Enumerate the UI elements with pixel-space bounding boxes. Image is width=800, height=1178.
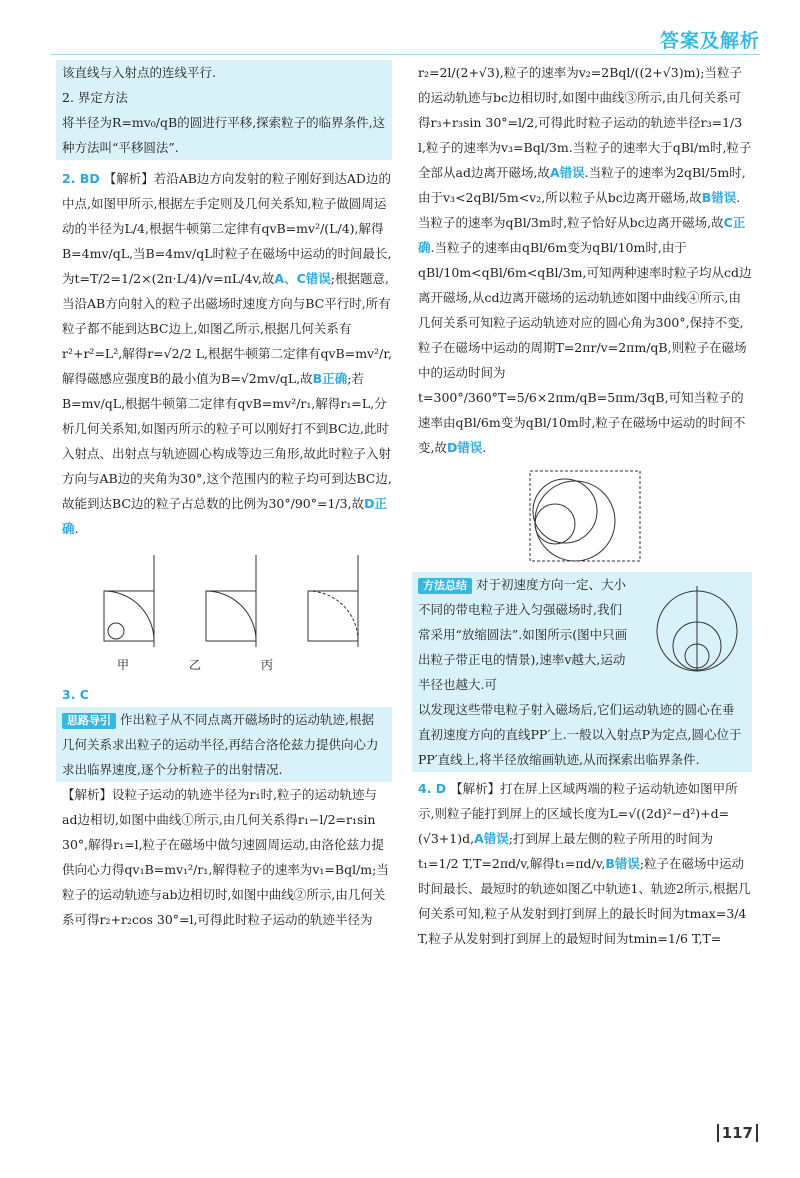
- trajectory-figure: [520, 466, 650, 566]
- figure-caption: 乙: [189, 658, 202, 672]
- analysis-text: r₂=2l/(2+√3),粒子的速率为v₂=2Bql/((2+√3)m);当粒子的运动轨迹与bc边相切时,如图中曲线③所示,由几何关系可得r₃+r₃sin 30°=l/2,可得此时粒子运动的轨迹半径r₃=1/3 l,粒子的速率为v₃=Bql/3m.当粒子的速率大于qBl/m时,粒子全部从ad边离开磁场,故: [418, 65, 752, 180]
- answer-4: [418, 776, 752, 951]
- answer-number: 3. C: [62, 687, 89, 702]
- paragraph: 将半径为R=mv₀/qB的圆进行平移,探索粒子的临界条件,这种方法叫“平移圆法”.: [62, 115, 386, 155]
- left-column: [62, 60, 392, 932]
- analysis-text: ;若B=mv/qL,根据牛顿第二定律有qvB=mv²/r₁,解得r₁=L,分析几何关系知,如图丙所示的粒子可以刚好打不到BC边,此时入射点、出射点与轨迹圆心构成等边三角形,故此时粒子入射方向与AB边的夹角为30°,这个范围内的粒子均可到达BC边,故能到达BC边的粒子占总数的比例为30°/90°=1/3,故: [62, 371, 392, 511]
- answer-3-number: [62, 682, 392, 707]
- zoom-circle-figure: [642, 576, 752, 676]
- figure-set: [94, 551, 392, 651]
- answer-number: 4. D: [418, 781, 447, 796]
- method-summary-box: [412, 572, 752, 772]
- analysis-text: 【解析】若沿AB边方向发射的粒子刚好到达AD边的中点,如图甲所示,根据左手定则及几何关系知,粒子做圆周运动的半径为L/4,根据牛顿第二定律有qvB=mv²/(L/4),解得B=4mv/qL,当B=4mv/qL时粒子在磁场中运动的时间最长,为t=T/2=1/2×(2π·L/4)/v=πL/4v,故: [62, 171, 392, 286]
- analysis-text: 【解析】设粒子运动的轨迹半径为r₁时,粒子的运动轨迹与ad边相切,如图中曲线①所示,由几何关系得r₁−l/2=r₁sin 30°,解得r₁=l,粒子在磁场中做匀速圆周运动,由洛伦兹力提供向心力得qv₁B=mv₁²/r₁,解得粒子的速率为v₁=Bql/m;当粒子的运动轨迹与ab边相切时,如图中曲线②所示,由几何关系可得r₂+r₂cos 30°=l,可得此时粒子运动的轨迹半径为: [62, 787, 389, 927]
- verdict: B错误: [701, 190, 737, 205]
- analysis-text: ;粒子在磁场中运动时间最长、最短时的轨迹如图乙中轨迹1、轨迹2所示,根据几何关系可知,粒子从发射到打到屏上的最长时间为tmax=3/4 T,粒子从发射到打到屏上的最短时间为tmin=1/6 T,T=: [418, 856, 751, 946]
- analysis-text: ;根据题意,当沿AB方向射入的粒子出磁场时速度方向与BC平行时,所有粒子都不能到达BC边上,如图乙所示,根据几何关系有r²+r²=L²,解得r=√2/2 L,根据牛顿第二定律有qvB=mv²/r,解得磁感应强度B的最小值为B=√2mv/qL,故: [62, 271, 392, 386]
- verdict: D错误: [446, 440, 483, 455]
- method-text-continued: 以发现这些带电粒子射入磁场后,它们运动轨迹的圆心在垂直初速度方向的直线PP′上.一般以入射点P为定点,圆心位于PP′直线上,将半径放缩画轨迹,从而探索出临界条件.: [418, 702, 742, 767]
- verdict: B正确: [312, 371, 348, 386]
- analysis-text: .当粒子的速率由qBl/6m变为qBl/10m时,由于qBl/10m<qBl/6m<qBl/3m,可知两种速率时粒子均从cd边离开磁场,从cd边离开磁场的运动轨迹如图中曲线④所示,由几何关系可知粒子运动轨迹对应的圆心角为300°,保持不变,粒子在磁场中运动的周期T=2πr/v=2πm/qB,则粒子在磁场中的运动时间为t=300°/360°T=5/6×2πm/qB=5πm/3qB,可知当粒子的速率由qBl/6m变为qBl/10m时,粒子在磁场中运动的时间不变,故: [418, 240, 752, 455]
- figure-yi: [196, 551, 276, 651]
- right-column: [418, 60, 752, 951]
- verdict: B错误: [605, 856, 640, 871]
- verdict: C正确: [418, 215, 746, 255]
- figure-bing: [298, 551, 378, 651]
- figure-jia: [94, 551, 174, 651]
- subheading: 2. 界定方法: [62, 90, 128, 105]
- paragraph: 该直线与入射点的连线平行.: [62, 65, 216, 80]
- answer-3-continued: r₂=2l/(2+√3),粒子的速率为v₂=2Bql/((2+√3)m);当粒子的运动轨迹与bc边相切时,如图中曲线③所示,由几何关系可得r₃+r₃sin 30°=l/2,可得此时粒子运动的轨迹半径r₃=1/3 l,粒子的速率为v₃=Bql/3m.当粒子的速率大于qBl/m时,粒子全部从ad边离开磁场,故A错误.当粒子的速率为2qBl/5m时,由于v₃<2qBl/5m<v₂,所以粒子从bc边离开磁场,故B错误.当粒子的速率为qBl/3m时,粒子恰好从bc边离开磁场,故C正确.当粒子的速率由qBl/6m变为qBl/10m时,由于qBl/10m<qBl/6m<qBl/3m,可知两种速率时粒子均从cd边离开磁场,从cd边离开磁场的运动轨迹如图中曲线④所示,由几何关系可知粒子运动轨迹对应的圆心角为300°,保持不变,粒子在磁场中运动的周期T=2πr/v=2πm/qB,则粒子在磁场中的运动时间为t=300°/360°T=5/6×2πm/qB=5πm/3qB,可知当粒子的速率由qBl/6m变为qBl/10m时,粒子在磁场中运动的时间不变,故D错误.: [418, 65, 752, 455]
- analysis-text: .当粒子的速率为2qBl/5m时,由于v₃<2qBl/5m<v₂,所以粒子从bc边离开磁场,故: [418, 165, 746, 205]
- guide-text: 作出粒子从不同点离开磁场时的运动轨迹,根据几何关系求出粒子的运动半径,再结合洛伦兹力提供向心力求出临界速度,逐个分析粒子的出射情况.: [62, 712, 379, 777]
- header-divider: [50, 54, 760, 55]
- answer-2: 2. BD 【解析】若沿AB边方向发射的粒子刚好到达AD边的中点,如图甲所示,根据左手定则及几何关系知,粒子做圆周运动的半径为L/4,根据牛顿第二定律有qvB=mv²/(L/4),解得B=4mv/qL,当B=4mv/qL时粒子在磁场中运动的时间最长,为t=T/2=1/2×(2π·L/4)/v=πL/4v,故A、C错误;根据题意,当沿AB方向射入的粒子出磁场时速度方向与BC平行时,所有粒子都不能到达BC边上,如图乙所示,根据几何关系有r²+r²=L²,解得r=√2/2 L,根据牛顿第二定律有qvB=mv²/r,解得磁感应强度B的最小值为B=√2mv/qL,故B正确;若B=mv/qL,根据牛顿第二定律有qvB=mv²/r₁,解得r₁=L,分析几何关系知,如图丙所示的粒子可以刚好打不到BC边,此时入射点、出射点与轨迹圆心构成等边三角形,故此时粒子入射方向与AB边的夹角为30°,这个范围内的粒子均可到达BC边,故能到达BC边的粒子占总数的比例为30°/90°=1/3,故D正确.: [62, 171, 392, 536]
- method-tag: 方法总结: [418, 578, 472, 594]
- guide-tag: 思路导引: [62, 713, 116, 729]
- guide-box: [56, 707, 392, 782]
- analysis-text: ;打到屏上最左侧的粒子所用的时间为t₁=1/2 T,T=2πd/v,解得t₁=πd/v,: [418, 831, 713, 871]
- figure-caption: 丙: [261, 658, 274, 672]
- analysis-text: .当粒子的速率为qBl/3m时,粒子恰好从bc边离开磁场,故: [418, 190, 741, 230]
- verdict: A错误: [474, 831, 509, 846]
- figure-caption: 甲: [117, 658, 130, 672]
- answer-number: 2. BD: [62, 171, 100, 186]
- method-text: 对于初速度方向一定、大小不同的带电粒子进入匀强磁场时,我们常采用“放缩圆法”.如图所示(图中只画出粒子带正电的情景),速率v越大,运动半径也越大.可: [418, 577, 628, 692]
- page-number: 117: [717, 1124, 758, 1142]
- analysis-text: 【解析】打在屏上区域两端的粒子运动轨迹如图甲所示,则粒子能打到屏上的区域长度为L=√((2d)²−d²)+d=(√3+1)d,: [418, 781, 738, 846]
- verdict: A错误: [549, 165, 585, 180]
- figure-captions: [117, 653, 392, 678]
- section-title: 答案及解析: [659, 30, 760, 52]
- method-box: [56, 60, 392, 160]
- verdict: D正确: [62, 496, 387, 536]
- verdict: A、C错误: [274, 271, 331, 286]
